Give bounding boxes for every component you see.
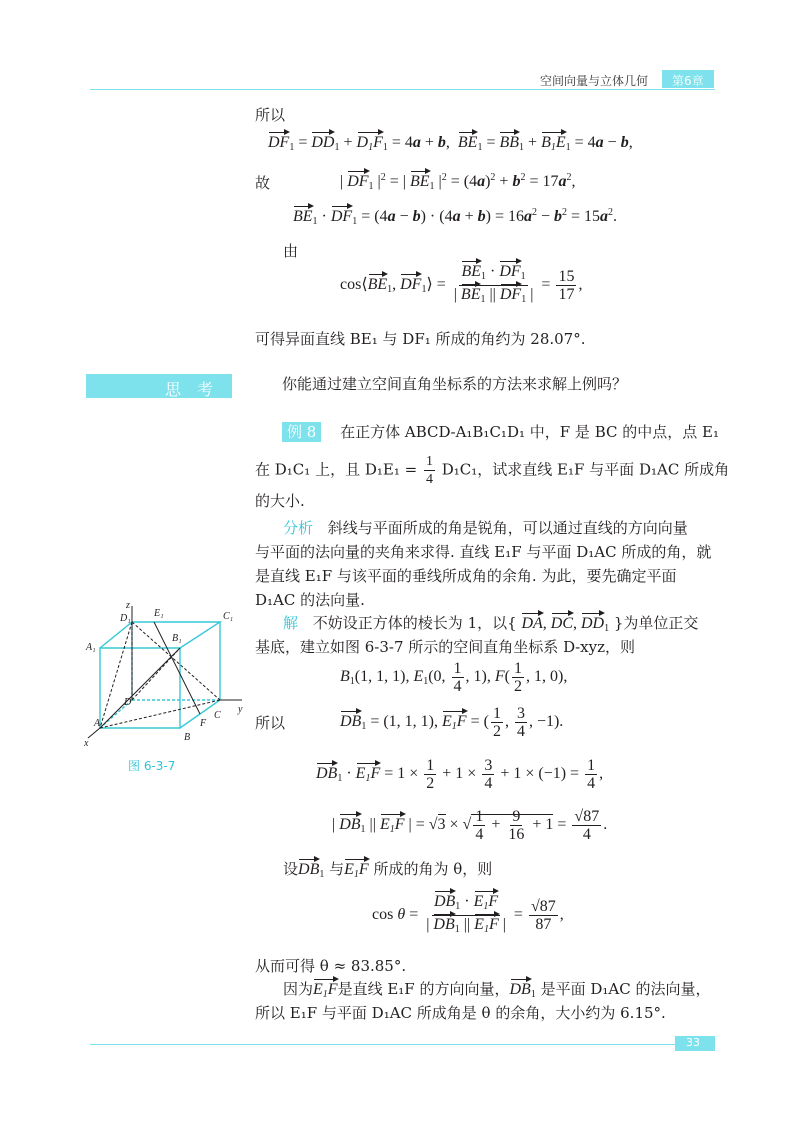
- analysis-line4: D₁AC 的法向量.: [255, 591, 365, 609]
- label-d: D: [124, 697, 132, 708]
- set-angle-yu: 与: [329, 860, 345, 878]
- label-a1: A₁: [86, 642, 96, 653]
- label-b1: B₁: [172, 633, 182, 644]
- figure-caption: 图 6‑3‑7: [128, 759, 176, 773]
- text-you: 由: [283, 242, 299, 260]
- equation-points: $B_1(1$, 1, 1), $E_1(0$, $\frac{1}{4}$ , 1), F( $\frac{1}{2}$ , 1, 0),: [340, 660, 568, 695]
- header-title: 空间向量与立体几何: [540, 74, 649, 88]
- think-question: 你能通过建立空间直角坐标系的方法来求解上例吗？: [282, 375, 628, 393]
- label-z: z: [126, 600, 130, 611]
- line-ab1: [100, 648, 180, 728]
- analysis-tag: 分析: [283, 519, 314, 537]
- analysis-text-1: 斜线与平面所成的角是锐角，可以通过直线的方向向量: [327, 519, 688, 537]
- page-number: 33: [686, 1036, 700, 1049]
- cube-figure: [80, 600, 250, 750]
- final-text-1b: 是直线 E₁F 的方向向量，: [337, 980, 510, 998]
- label-f: F: [200, 718, 207, 729]
- final-text-1a: 因为: [283, 980, 314, 998]
- analysis-line3: 是直线 E₁F 与该平面的垂线所成角的余角. 为此，要先确定平面: [255, 567, 677, 585]
- example-text-1: 在正方体 ABCD‑A₁B₁C₁D₁ 中，F 是 BC 的中点，点 E₁: [340, 423, 719, 441]
- label-a: A: [94, 718, 101, 729]
- set-angle-line: 设$DB_1$ 与$E_1F$ 所成的角为 θ，则: [283, 860, 493, 880]
- label-x: x: [84, 738, 89, 749]
- text-suoyi: 所以: [255, 106, 286, 124]
- final-text-1c: 是平面 D₁AC 的法向量，: [540, 980, 711, 998]
- conclusion-1: 可得异面直线 BE₁ 与 DF₁ 所成的角约为 28.07°.: [255, 330, 586, 348]
- label-e1: E₁: [154, 608, 164, 619]
- equation-norm: | $DF_1$ $|^2$ = | $BE_1$ $|^2 = (4a)^2 + b^2 = 17a^2$,: [340, 172, 576, 192]
- final-line1: 因为$E_1F$是直线 E₁F 的方向向量，$DB_1$ 是平面 D₁AC 的法向量，: [283, 980, 711, 1000]
- example-text-2a: 在 D₁C₁ 上，且 D₁E₁ =: [255, 460, 418, 479]
- analysis-line2: 与平面的法向量的夹角来求得. 直线 E₁F 与平面 D₁AC 所成的角，就: [255, 543, 712, 561]
- label-c1: C₁: [223, 611, 234, 622]
- solution-text-1b: }为单位正交: [613, 614, 699, 632]
- example-tag: 例 8: [282, 422, 321, 442]
- solution-tag: 解: [283, 614, 299, 632]
- equation-cos-theta: cos θ = $\frac{DB_1 \cdot E_1F}{| DB_1 || E_1F |}$ = $\frac{√87}{87}$ ,: [372, 893, 564, 938]
- example-8-line2: 在 D₁C₁ 上，且 D₁E₁ = $\frac{1}{4}$ D₁C₁，试求直线 E₁F 与平面 D₁AC 所成角: [255, 454, 730, 487]
- equation-vectors: $DB_1 = (1$, 1, 1), $E_1F$ = ( $\frac{1}{2}$ , $\frac{3}{4}$ , −1).: [340, 705, 564, 740]
- footer-rule: [90, 1044, 715, 1045]
- header-rule: [90, 89, 715, 90]
- chapter-label: 第6章: [672, 74, 704, 88]
- solution-line2: 基底，建立如图 6‑3‑7 所示的空间直角坐标系 D‑xyz，则: [255, 638, 636, 656]
- label-b: B: [184, 732, 191, 743]
- final-line2: 所以 E₁F 与平面 D₁AC 所成角是 θ 的余角，大小约为 6.15°.: [255, 1004, 666, 1022]
- label-d1: D₁: [120, 613, 131, 624]
- equation-dot: $BE_1 \cdot DF_1 = (4a - b) \cdot (4a + b) = 16a^2 - b^2 = 15a^2$.: [293, 207, 618, 227]
- solution-text-1a: 不妨设正方体的棱长为 1，以{: [312, 614, 517, 632]
- example-8-line1: [282, 421, 719, 442]
- label-c: C: [214, 710, 221, 721]
- text-gu: 故: [255, 174, 271, 192]
- set-angle-prefix: 设: [283, 860, 299, 878]
- solution-line1: 解 不妨设正方体的棱长为 1，以{ DA, DC, $DD_1$ }为单位正交: [283, 614, 699, 634]
- result-line: 从而可得 θ ≈ 83.85°.: [255, 957, 407, 975]
- example-text-2b: D₁C₁，试求直线 E₁F 与平面 D₁AC 所成角: [441, 460, 730, 479]
- equation-norms: | $DB_1$ || $E_1F$ | = √3 × √ $\frac{1}{4}$ + $\frac{9}{16}$ + 1 = $\frac{√87}{4}$ .: [332, 808, 608, 843]
- equation-df1: $DF_1 = DD_1 + D_1F_1 = 4a + b$, $BE_1 = BB_1 + B_1E_1 = 4a - b$,: [268, 134, 633, 153]
- label-y: y: [238, 704, 243, 715]
- set-angle-suffix: 所成的角为 θ，则: [373, 860, 493, 878]
- x-axis: [88, 728, 100, 738]
- analysis-line1: [283, 517, 688, 538]
- equation-cos1: $\cos⟨BE_1$, $DF_1⟩$ = $\frac{BE_1 \cdot DF_1}{| BE_1 || DF_1 |}$ = $\frac{15}{17}$ ,: [340, 263, 583, 305]
- text-suoyi-2: 所以: [255, 714, 286, 732]
- think-label: 思 考: [165, 380, 214, 399]
- example-8-line3: 的大小.: [255, 492, 305, 510]
- equation-dot2: $DB_1 \cdot E_1F = 1$ × $\frac{1}{2}$ + 1 × $\frac{3}{4}$ + 1 × (−1) = $\frac{1}{4}$ ,: [316, 757, 604, 792]
